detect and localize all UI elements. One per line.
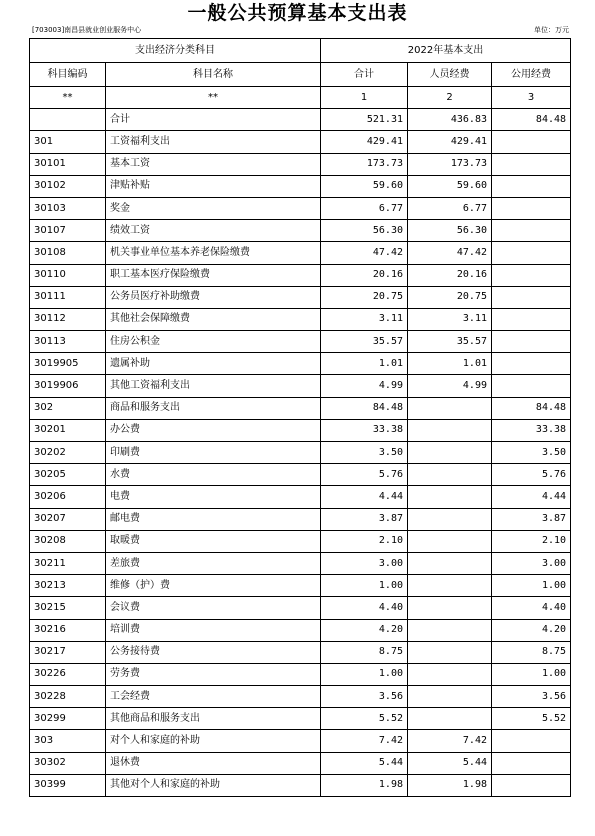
cell-total: 1.00 <box>321 663 408 685</box>
header-col-3: 3 <box>492 87 571 109</box>
cell-code: 30110 <box>30 264 106 286</box>
cell-code: 3019906 <box>30 375 106 397</box>
cell-public <box>492 153 571 175</box>
cell-public <box>492 331 571 353</box>
cell-personnel <box>408 575 492 597</box>
cell-code: 30217 <box>30 641 106 663</box>
cell-name: 差旅费 <box>106 552 321 574</box>
cell-code: 30101 <box>30 153 106 175</box>
cell-code: 30113 <box>30 331 106 353</box>
cell-name: 办公费 <box>106 419 321 441</box>
table-row <box>30 486 571 508</box>
cell-name: 取暖费 <box>106 530 321 552</box>
cell-code: 30228 <box>30 686 106 708</box>
cell-code: 30302 <box>30 752 106 774</box>
cell-code: 30108 <box>30 242 106 264</box>
cell-total: 6.77 <box>321 197 408 219</box>
cell-name: 对个人和家庭的补助 <box>106 730 321 752</box>
cell-total: 5.44 <box>321 752 408 774</box>
table-row <box>30 686 571 708</box>
cell-personnel: 20.16 <box>408 264 492 286</box>
cell-total: 173.73 <box>321 153 408 175</box>
table-row <box>30 242 571 264</box>
cell-code: 30226 <box>30 663 106 685</box>
cell-name: 劳务费 <box>106 663 321 685</box>
table-row <box>30 331 571 353</box>
header-row-2 <box>30 63 571 87</box>
cell-public <box>492 730 571 752</box>
table-row <box>30 597 571 619</box>
table-row <box>30 109 571 131</box>
cell-public: 2.10 <box>492 530 571 552</box>
cell-personnel <box>408 397 492 419</box>
table-row <box>30 197 571 219</box>
header-public: 公用经费 <box>492 63 571 87</box>
header-code: 科目编码 <box>30 63 106 87</box>
cell-public: 4.20 <box>492 619 571 641</box>
cell-name: 公务接待费 <box>106 641 321 663</box>
table-row <box>30 175 571 197</box>
cell-name: 其他工资福利支出 <box>106 375 321 397</box>
cell-name: 印刷费 <box>106 442 321 464</box>
cell-personnel: 35.57 <box>408 331 492 353</box>
cell-name: 遗属补助 <box>106 353 321 375</box>
table-row <box>30 730 571 752</box>
cell-total: 4.44 <box>321 486 408 508</box>
cell-personnel <box>408 464 492 486</box>
table-row <box>30 131 571 153</box>
cell-total: 3.56 <box>321 686 408 708</box>
cell-public: 5.52 <box>492 708 571 730</box>
cell-total: 3.50 <box>321 442 408 464</box>
table-row <box>30 375 571 397</box>
cell-total: 3.00 <box>321 552 408 574</box>
cell-code: 30102 <box>30 175 106 197</box>
cell-name: 合计 <box>106 109 321 131</box>
cell-personnel <box>408 552 492 574</box>
cell-personnel <box>408 641 492 663</box>
cell-public <box>492 286 571 308</box>
table-row <box>30 575 571 597</box>
cell-public <box>492 197 571 219</box>
cell-public: 3.56 <box>492 686 571 708</box>
cell-code: 30399 <box>30 774 106 796</box>
cell-public <box>492 264 571 286</box>
table-row <box>30 220 571 242</box>
cell-public: 33.38 <box>492 419 571 441</box>
cell-public: 84.48 <box>492 397 571 419</box>
cell-personnel <box>408 508 492 530</box>
cell-personnel <box>408 486 492 508</box>
cell-personnel <box>408 597 492 619</box>
cell-name: 住房公积金 <box>106 331 321 353</box>
cell-total: 3.87 <box>321 508 408 530</box>
cell-name: 机关事业单位基本养老保险缴费 <box>106 242 321 264</box>
cell-personnel: 1.98 <box>408 774 492 796</box>
cell-name: 绩效工资 <box>106 220 321 242</box>
header-mark-code: ** <box>30 87 106 109</box>
cell-code: 30213 <box>30 575 106 597</box>
table-row <box>30 774 571 796</box>
cell-code: 30206 <box>30 486 106 508</box>
cell-name: 其他社会保障缴费 <box>106 308 321 330</box>
cell-code: 30215 <box>30 597 106 619</box>
table-row <box>30 619 571 641</box>
cell-public: 3.00 <box>492 552 571 574</box>
cell-name: 维修（护）费 <box>106 575 321 597</box>
table-row <box>30 308 571 330</box>
cell-total: 5.52 <box>321 708 408 730</box>
table-row <box>30 286 571 308</box>
table-row <box>30 442 571 464</box>
cell-public <box>492 774 571 796</box>
cell-personnel: 429.41 <box>408 131 492 153</box>
cell-name: 邮电费 <box>106 508 321 530</box>
cell-code: 302 <box>30 397 106 419</box>
page-title: 一般公共预算基本支出表 <box>187 2 408 24</box>
cell-personnel <box>408 419 492 441</box>
cell-public: 4.40 <box>492 597 571 619</box>
cell-total: 84.48 <box>321 397 408 419</box>
table-row <box>30 530 571 552</box>
header-row-1 <box>30 39 571 63</box>
cell-total: 4.20 <box>321 619 408 641</box>
cell-name: 津贴补贴 <box>106 175 321 197</box>
header-total: 合计 <box>321 63 408 87</box>
cell-personnel: 7.42 <box>408 730 492 752</box>
cell-total: 429.41 <box>321 131 408 153</box>
table-row <box>30 397 571 419</box>
cell-total: 3.11 <box>321 308 408 330</box>
cell-code: 30103 <box>30 197 106 219</box>
cell-personnel <box>408 530 492 552</box>
cell-personnel: 173.73 <box>408 153 492 175</box>
header-name: 科目名称 <box>106 63 321 87</box>
cell-public <box>492 752 571 774</box>
cell-name: 职工基本医疗保险缴费 <box>106 264 321 286</box>
cell-personnel: 56.30 <box>408 220 492 242</box>
cell-personnel: 6.77 <box>408 197 492 219</box>
cell-code: 30201 <box>30 419 106 441</box>
cell-total: 521.31 <box>321 109 408 131</box>
budget-table <box>29 38 571 797</box>
cell-code: 3019905 <box>30 353 106 375</box>
cell-public <box>492 308 571 330</box>
header-row-3 <box>30 87 571 109</box>
cell-public <box>492 353 571 375</box>
cell-code: 30112 <box>30 308 106 330</box>
cell-name: 其他商品和服务支出 <box>106 708 321 730</box>
cell-public: 5.76 <box>492 464 571 486</box>
cell-name: 公务员医疗补助缴费 <box>106 286 321 308</box>
cell-total: 4.40 <box>321 597 408 619</box>
header-mark-name: ** <box>106 87 321 109</box>
unit-label: 单位：万元 <box>534 26 569 34</box>
cell-total: 2.10 <box>321 530 408 552</box>
cell-personnel: 4.99 <box>408 375 492 397</box>
cell-personnel: 436.83 <box>408 109 492 131</box>
table-row <box>30 552 571 574</box>
cell-public: 1.00 <box>492 575 571 597</box>
table-row <box>30 353 571 375</box>
cell-total: 33.38 <box>321 419 408 441</box>
cell-total: 7.42 <box>321 730 408 752</box>
cell-code: 30202 <box>30 442 106 464</box>
cell-personnel <box>408 708 492 730</box>
cell-code: 30107 <box>30 220 106 242</box>
table-row <box>30 641 571 663</box>
cell-name: 工资福利支出 <box>106 131 321 153</box>
cell-total: 20.75 <box>321 286 408 308</box>
cell-name: 电费 <box>106 486 321 508</box>
cell-personnel <box>408 663 492 685</box>
cell-public <box>492 242 571 264</box>
cell-total: 5.76 <box>321 464 408 486</box>
cell-personnel: 1.01 <box>408 353 492 375</box>
cell-name: 基本工资 <box>106 153 321 175</box>
cell-total: 1.98 <box>321 774 408 796</box>
cell-code: 30211 <box>30 552 106 574</box>
cell-total: 20.16 <box>321 264 408 286</box>
cell-name: 工会经费 <box>106 686 321 708</box>
table-row <box>30 508 571 530</box>
cell-code: 30207 <box>30 508 106 530</box>
cell-public <box>492 220 571 242</box>
cell-code: 301 <box>30 131 106 153</box>
cell-personnel <box>408 686 492 708</box>
header-col-1: 1 <box>321 87 408 109</box>
cell-personnel: 59.60 <box>408 175 492 197</box>
cell-code: 30208 <box>30 530 106 552</box>
header-col-2: 2 <box>408 87 492 109</box>
table-row <box>30 752 571 774</box>
cell-public: 3.87 <box>492 508 571 530</box>
header-classification: 支出经济分类科目 <box>30 39 321 63</box>
cell-code <box>30 109 106 131</box>
cell-public: 8.75 <box>492 641 571 663</box>
cell-personnel: 20.75 <box>408 286 492 308</box>
table-row <box>30 153 571 175</box>
cell-code: 30111 <box>30 286 106 308</box>
header-personnel: 人员经费 <box>408 63 492 87</box>
cell-total: 1.01 <box>321 353 408 375</box>
cell-name: 商品和服务支出 <box>106 397 321 419</box>
cell-public <box>492 375 571 397</box>
cell-personnel <box>408 442 492 464</box>
cell-total: 47.42 <box>321 242 408 264</box>
cell-name: 退休费 <box>106 752 321 774</box>
cell-name: 水费 <box>106 464 321 486</box>
cell-total: 59.60 <box>321 175 408 197</box>
cell-total: 56.30 <box>321 220 408 242</box>
cell-code: 30216 <box>30 619 106 641</box>
table-row <box>30 708 571 730</box>
table-row <box>30 264 571 286</box>
cell-public: 84.48 <box>492 109 571 131</box>
cell-name: 其他对个人和家庭的补助 <box>106 774 321 796</box>
cell-code: 30299 <box>30 708 106 730</box>
cell-name: 会议费 <box>106 597 321 619</box>
cell-public: 4.44 <box>492 486 571 508</box>
cell-code: 303 <box>30 730 106 752</box>
budget-table-body <box>30 39 571 797</box>
cell-name: 培训费 <box>106 619 321 641</box>
cell-total: 35.57 <box>321 331 408 353</box>
cell-total: 8.75 <box>321 641 408 663</box>
cell-personnel <box>408 619 492 641</box>
cell-public: 1.00 <box>492 663 571 685</box>
table-row <box>30 663 571 685</box>
cell-total: 4.99 <box>321 375 408 397</box>
cell-public <box>492 131 571 153</box>
cell-code: 30205 <box>30 464 106 486</box>
organization-label: [703003]南昌县就业创业服务中心 <box>32 26 142 34</box>
table-row <box>30 419 571 441</box>
header-year-budget: 2022年基本支出 <box>321 39 571 63</box>
cell-personnel: 5.44 <box>408 752 492 774</box>
cell-personnel: 3.11 <box>408 308 492 330</box>
cell-name: 奖金 <box>106 197 321 219</box>
cell-public <box>492 175 571 197</box>
cell-total: 1.00 <box>321 575 408 597</box>
table-row <box>30 464 571 486</box>
cell-personnel: 47.42 <box>408 242 492 264</box>
cell-public: 3.50 <box>492 442 571 464</box>
